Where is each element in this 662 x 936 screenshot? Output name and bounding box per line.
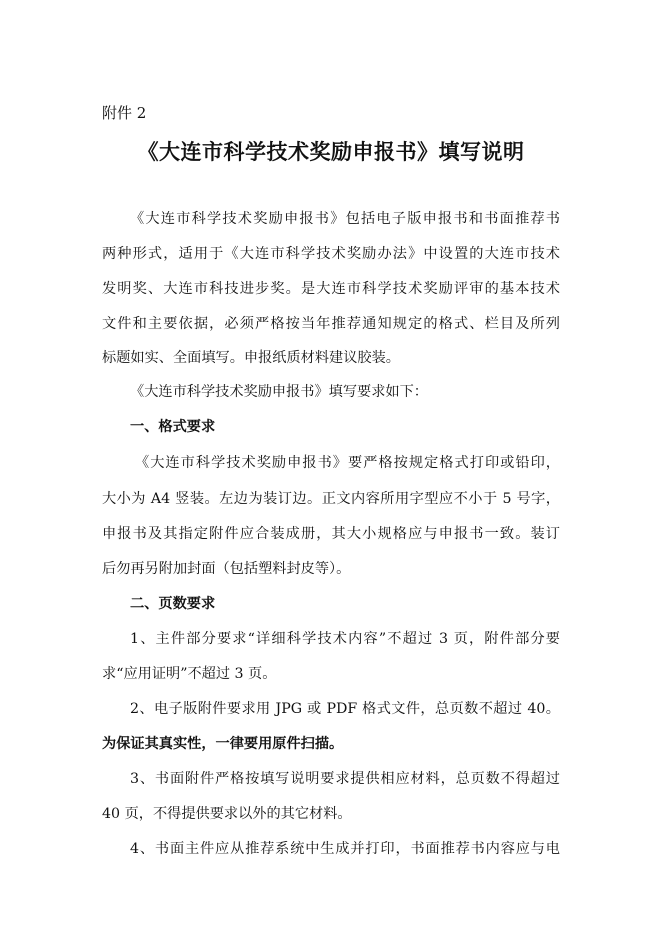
section1-line-1: 《大连市科学技术奖励申报书》要严格按规定格式打印或铅印， bbox=[135, 455, 560, 471]
section2-item3-line-2: 40 页，不得提供要求以外的其它材料。 bbox=[102, 806, 352, 822]
section1-line-3: 申报书及其指定附件应合装成册，其大小规格应与申报书一致。装订 bbox=[102, 526, 560, 542]
requirements-intro: 《大连市科学技术奖励申报书》填写要求如下： bbox=[130, 384, 428, 400]
intro-line-1: 《大连市科学技术奖励申报书》包括电子版申报书和书面推荐书 bbox=[130, 211, 560, 227]
section1-line-2: 大小为 A4 竖装。左边为装订边。正文内容所用字型应不小于 5 号字， bbox=[102, 491, 560, 507]
intro-line-3: 发明奖、大连市科技进步奖。是大连市科学技术奖励评审的基本技术 bbox=[102, 281, 560, 297]
section1-line-4: 后勿再另附加封面（包括塑料封皮等）。 bbox=[102, 561, 351, 577]
intro-line-4: 文件和主要依据，必须严格按当年推荐通知规定的格式、栏目及所列 bbox=[102, 316, 560, 332]
section2-item4-line-1: 4、书面主件应从推荐系统中生成并打印，书面推荐书内容应与电 bbox=[130, 841, 560, 857]
section2-item3-line-1: 3、书面附件严格按填写说明要求提供相应材料，总页数不得超过 bbox=[130, 771, 560, 787]
document-title: 《大连市科学技术奖励申报书》填写说明 bbox=[137, 140, 525, 164]
attachment-label: 附件 2 bbox=[102, 104, 147, 122]
section1-heading: 一、格式要求 bbox=[130, 419, 216, 435]
intro-line-2: 两种形式，适用于《大连市科学技术奖励办法》中设置的大连市技术 bbox=[102, 246, 560, 262]
section2-item1-line-2: 求“应用证明”不超过 3 页。 bbox=[102, 666, 277, 682]
section2-item2-line-2: 为保证其真实性，一律要用原件扫描。 bbox=[102, 736, 344, 752]
section2-heading: 二、页数要求 bbox=[130, 596, 216, 612]
section2-item2-line-1: 2、电子版附件要求用 JPG 或 PDF 格式文件，总页数不超过 40。 bbox=[130, 701, 560, 717]
intro-line-5: 标题如实、全面填写。申报纸质材料建议胶装。 bbox=[102, 350, 400, 366]
section2-item1-line-1: 1、主件部分要求“详细科学技术内容”不超过 3 页，附件部分要 bbox=[130, 631, 560, 647]
